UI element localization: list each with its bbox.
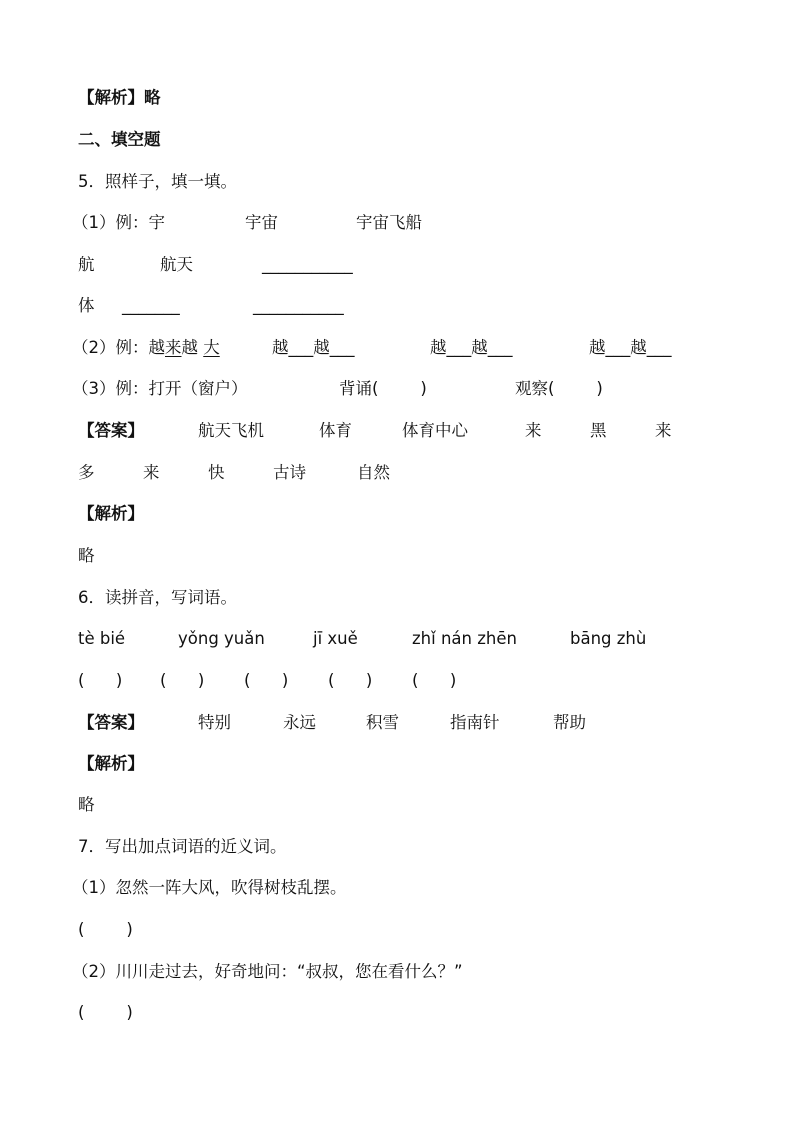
q5-answers-row2 xyxy=(0,461,390,485)
q5-p1-example-c: 宇宙飞船 xyxy=(356,213,422,232)
q6-answer-3: 积雪 xyxy=(366,713,399,732)
q5-p1-row2-blank1: _______ xyxy=(122,296,180,315)
q6-blanks-row xyxy=(0,669,457,693)
q5-p3-example: （3）例：打开（窗户） xyxy=(72,379,248,398)
q5-p1-row2-a: 体 xyxy=(78,296,95,315)
q5-answers-row1 xyxy=(0,419,672,443)
q5-p1-row2 xyxy=(0,294,344,318)
section-title xyxy=(0,128,161,152)
q5-analysis-label-line xyxy=(0,502,144,526)
q5-p2-prefix: （2）例：越 xyxy=(72,338,165,357)
q7-sentence-1-text: （1）忽然一阵大风，吹得树枝乱摆。 xyxy=(72,878,347,897)
q7-stem xyxy=(0,835,287,859)
q5-answer-label: 【答案】 xyxy=(78,421,144,440)
q5-answer-10: 古诗 xyxy=(273,463,306,482)
q5-p1-example xyxy=(0,211,422,235)
q5-p2-blank1: 越___越___ xyxy=(272,338,355,357)
q5-p3 xyxy=(0,377,603,401)
q6-answer-label: 【答案】 xyxy=(78,713,144,732)
q5-answer-8: 来 xyxy=(143,463,160,482)
q7-sentence-1 xyxy=(0,876,347,900)
q5-p2-underlined-da: 大 xyxy=(203,338,220,357)
q5-p1-row2-blank2: ___________ xyxy=(253,296,344,315)
q6-blank-2: ( ) xyxy=(160,671,205,690)
q5-p1-example-a: （1）例：宇 xyxy=(72,213,165,232)
q6-pinyin-2: yǒng yuǎn xyxy=(178,629,265,648)
q5-p1-example-b: 宇宙 xyxy=(245,213,278,232)
q6-blank-1: ( ) xyxy=(78,671,123,690)
q5-p3-item1: 背诵( ) xyxy=(339,379,427,398)
q6-blank-3: ( ) xyxy=(244,671,289,690)
q6-analysis-text: 略 xyxy=(78,795,95,814)
q5-answer-4: 来 xyxy=(525,421,542,440)
section-title-text: 二、填空题 xyxy=(78,130,161,149)
q5-answer-1: 航天飞机 xyxy=(198,421,264,440)
q5-analysis-text: 略 xyxy=(78,546,95,565)
q5-p1-row1-a: 航 xyxy=(78,255,95,274)
q5-p2-blank2: 越___越___ xyxy=(430,338,513,357)
analysis-line-q4 xyxy=(0,86,161,110)
q7-blank-2: ( ) xyxy=(78,1003,133,1022)
q6-answers-row xyxy=(0,711,586,735)
q6-pinyin-5: bāng zhù xyxy=(570,629,647,648)
q7-stem-text: 7．写出加点词语的近义词。 xyxy=(78,837,287,856)
q5-analysis-label: 【解析】 xyxy=(78,504,144,523)
q5-answer-9: 快 xyxy=(208,463,225,482)
q6-stem xyxy=(0,586,237,610)
q6-answer-5: 帮助 xyxy=(553,713,586,732)
q6-analysis-text-line xyxy=(0,793,95,817)
q7-blank-1-line xyxy=(0,918,133,942)
q5-p3-item2: 观察( ) xyxy=(515,379,603,398)
q6-blank-4: ( ) xyxy=(328,671,373,690)
q7-sentence-2-text: （2）川川走过去，好奇地问：“叔叔，您在看什么？” xyxy=(72,962,463,981)
q6-pinyin-3: jī xuě xyxy=(313,629,358,648)
q6-analysis-label-line xyxy=(0,752,144,776)
q7-blank-1: ( ) xyxy=(78,920,133,939)
q6-answer-1: 特别 xyxy=(198,713,231,732)
q5-answer-2: 体育 xyxy=(319,421,352,440)
q5-p1-row1-b: 航天 xyxy=(160,255,193,274)
q5-analysis-text-line xyxy=(0,544,95,568)
q5-stem xyxy=(0,170,237,194)
q6-pinyin-4: zhǐ nán zhēn xyxy=(412,629,517,648)
q6-answer-4: 指南针 xyxy=(450,713,500,732)
q5-p1-row1-blank: ___________ xyxy=(262,255,353,274)
q5-stem-text: 5．照样子，填一填。 xyxy=(78,172,237,191)
q6-pinyin-1: tè bié xyxy=(78,629,126,648)
q5-p2-underlined-lai: 来 xyxy=(165,338,182,357)
q5-answer-7: 多 xyxy=(78,463,95,482)
q6-stem-text: 6．读拼音，写词语。 xyxy=(78,588,237,607)
q5-p2-yue: 越 xyxy=(181,338,198,357)
q5-p2-blank3: 越___越___ xyxy=(589,338,672,357)
analysis-text: 【解析】略 xyxy=(78,88,161,107)
q5-p2 xyxy=(0,336,672,360)
q6-answer-2: 永远 xyxy=(283,713,316,732)
q7-blank-2-line xyxy=(0,1001,133,1025)
q6-blank-5: ( ) xyxy=(412,671,457,690)
q6-pinyin-row xyxy=(0,627,647,651)
q6-analysis-label: 【解析】 xyxy=(78,754,144,773)
q5-answer-3: 体育中心 xyxy=(402,421,468,440)
q5-answer-6: 来 xyxy=(655,421,672,440)
q7-sentence-2 xyxy=(0,960,463,984)
q5-answer-11: 自然 xyxy=(357,463,390,482)
q5-p2-example xyxy=(72,336,220,360)
q5-p1-row1 xyxy=(0,253,353,277)
q5-answer-5: 黑 xyxy=(590,421,607,440)
